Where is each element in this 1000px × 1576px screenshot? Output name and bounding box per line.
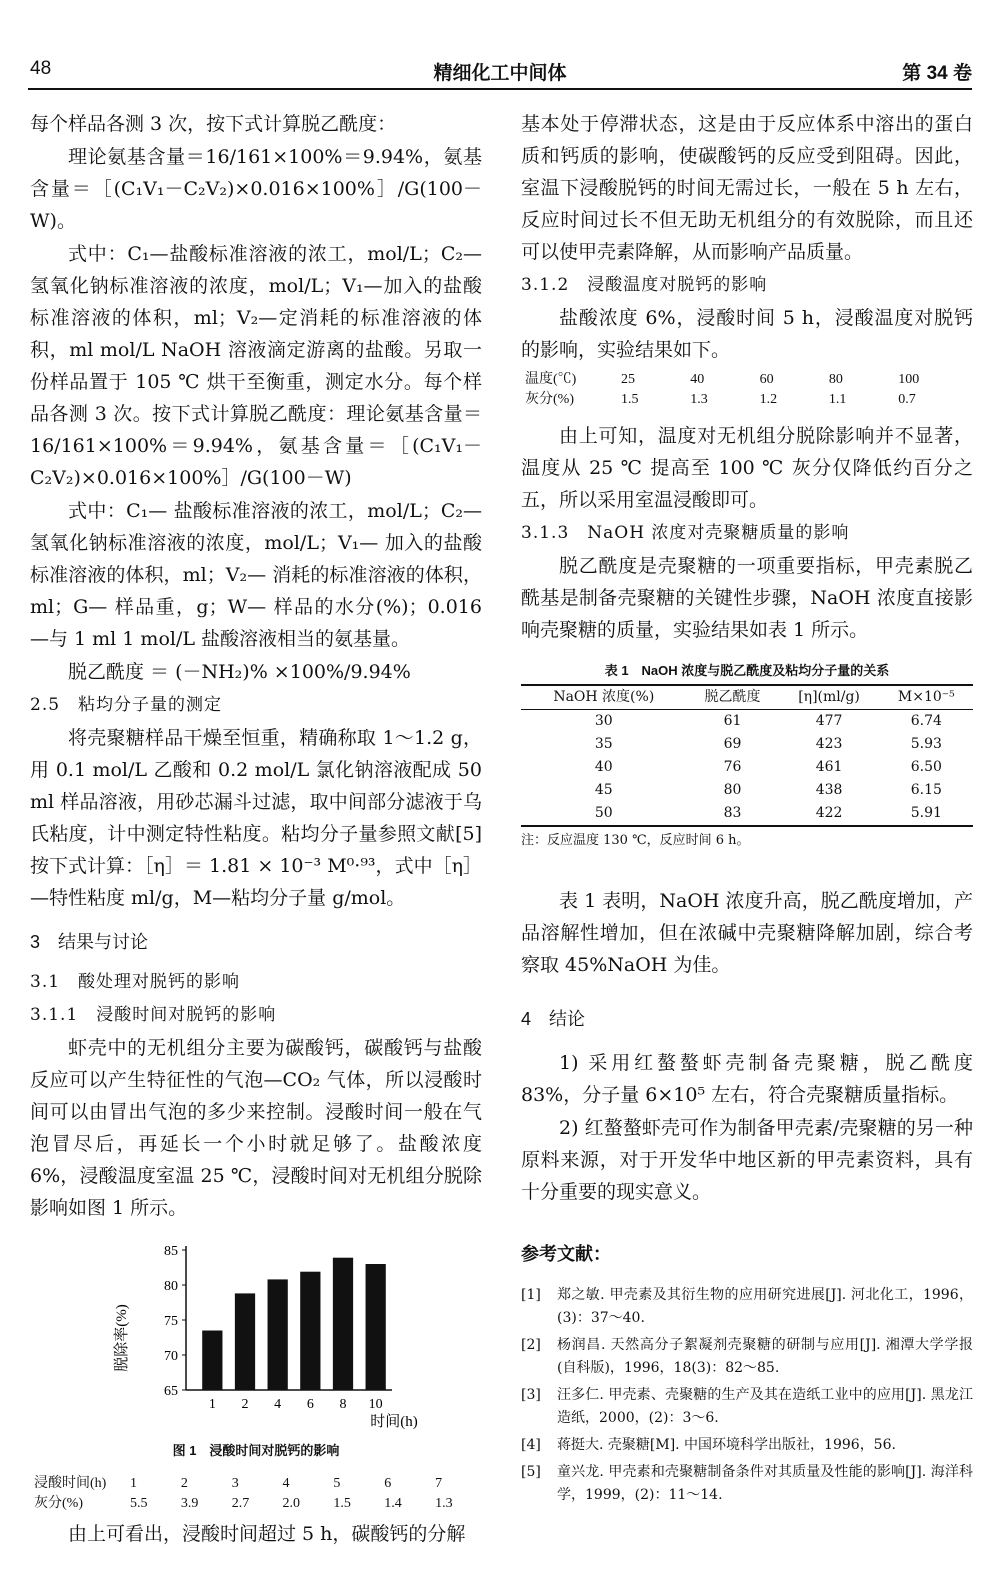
paragraph: 式中：C₁— 盐酸标准溶液的浓工，mol/L；C₂—氢氧化钠标准溶液的浓度，mol/L；V₁— 加入的盐酸标准溶液的体积，ml；V₂— 消耗的标准溶液的体积，ml；G— 样品重，g；W— 样品的水分(%)；0.016—与 1 ml 1 mol/L 盐酸溶液相当的氨基量。 xyxy=(30,500,482,650)
table-caption: 表 1 NaOH 浓度与脱乙酰度及粘均分子量的关系 xyxy=(604,663,890,678)
right-column xyxy=(521,108,973,1511)
section-heading-2-5: 2.5 粘均分子量的测定 xyxy=(30,695,223,715)
table-cell: 0.7 xyxy=(898,392,916,407)
table-cell: 40 xyxy=(594,759,613,775)
journal-title: 精细化工中间体 xyxy=(433,63,567,84)
table-cell: 5 xyxy=(333,1476,341,1491)
reference-item xyxy=(521,1334,973,1380)
reference-item xyxy=(521,1461,973,1507)
table-cell: 2 xyxy=(180,1476,188,1491)
table-cell: 461 xyxy=(815,759,843,775)
column-header: [η](ml/g) xyxy=(798,689,860,705)
table-cell: 3.9 xyxy=(180,1496,199,1511)
reference-number: [5] xyxy=(521,1464,541,1480)
table-cell: 5.93 xyxy=(910,736,942,752)
table-cell: 6.15 xyxy=(910,782,942,798)
table-cell: 100 xyxy=(898,372,920,387)
table-cell: 35 xyxy=(594,736,613,752)
reference-item xyxy=(521,1284,973,1330)
reference-item xyxy=(521,1384,973,1430)
y-tick-label: 70 xyxy=(164,1349,178,1364)
x-tick-label: 4 xyxy=(274,1397,282,1412)
x-tick-label: 6 xyxy=(306,1397,314,1412)
reference-number: [2] xyxy=(521,1337,541,1353)
paragraph: 将壳聚糖样品干燥至恒重，精确称取 1～1.2 g，用 0.1 mol/L 乙酸和 0.2 mol/L 氯化钠溶液配成 50 ml 样品溶液，用砂芯漏斗过滤，取中间部分滤液于乌氏粘度，计中测定特性粘度。粘均分子量参照文献[5]按下式计算：［η］＝ 1.81 × 10⁻³ M⁰·⁹³，式中［η］—特性粘度 ml/g，M—粘均分子量 g/mol。 xyxy=(30,727,482,909)
bar-chart-svg xyxy=(30,1230,482,1440)
table-cell: 40 xyxy=(690,372,705,387)
paragraph: 基本处于停滞状态，这是由于反应体系中溶出的蛋白质和钙质的影响，使碳酸钙的反应受到阻碍。因此，室温下浸酸脱钙的时间无需过长，一般在 5 h 左右，反应时间过长不但无助无机组分的有效脱除，而且还可以使甲壳素降解，从而影响产品质量。 xyxy=(521,113,973,263)
column-header: M×10⁻⁵ xyxy=(897,689,955,705)
table-cell: 423 xyxy=(815,736,843,752)
table-header-row xyxy=(521,685,973,710)
reference-item xyxy=(521,1434,973,1457)
y-tick-label: 65 xyxy=(164,1384,178,1399)
table-cell: 60 xyxy=(759,372,774,387)
table-cell: 1.5 xyxy=(621,392,639,407)
bar xyxy=(235,1293,255,1390)
references-heading: 参考文献： xyxy=(521,1244,611,1264)
page-number: 48 xyxy=(30,58,52,79)
table-cell: 1.5 xyxy=(333,1496,351,1511)
left-column xyxy=(30,108,482,1551)
table-cell: 5.91 xyxy=(910,805,942,821)
formula: 脱乙酰度 ＝ (－NH₂)% ×100%/9.94% xyxy=(68,661,411,683)
paragraph: 由上可知，温度对无机组分脱除影响并不显著，温度从 25 ℃ 提高至 100 ℃ 灰分仅降低约百分之五，所以采用室温浸酸即可。 xyxy=(521,425,973,511)
x-tick-label: 10 xyxy=(368,1397,383,1412)
reference-text: 蒋挺大. 壳聚糖[M]. 中国环境科学出版社，1996，56. xyxy=(557,1437,896,1453)
table-cell: 69 xyxy=(723,736,742,752)
table-row-head: 灰分(%) xyxy=(34,1496,83,1511)
section-heading-3-1: 3.1 酸处理对脱钙的影响 xyxy=(30,972,241,992)
reference-text: 杨润昌. 天然高分子絮凝剂壳聚糖的研制与应用[J]. 湘潭大学学报(自科版)，1996，18(3)：82～85. xyxy=(557,1337,973,1376)
table-cell: 61 xyxy=(723,713,742,729)
x-tick-label: 1 xyxy=(208,1397,216,1412)
table-cell: 2.7 xyxy=(231,1496,250,1511)
table-cell: 3 xyxy=(231,1476,239,1491)
table-row xyxy=(521,802,973,826)
column-header: 脱乙酰度 xyxy=(704,689,761,705)
table-row-head: 灰分(%) xyxy=(525,392,574,407)
conclusion-2: 2) 红螯螯虾壳可作为制备甲壳素/壳聚糖的另一种原料来源，对于开发华中地区新的甲壳素资料，具有十分重要的现实意义。 xyxy=(521,1117,973,1203)
table-cell: 7 xyxy=(435,1476,443,1491)
table-cell: 83 xyxy=(723,805,742,821)
bar xyxy=(202,1331,222,1391)
table-cell: 30 xyxy=(594,713,613,729)
column-header: NaOH 浓度(%) xyxy=(553,689,655,705)
table-cell: 2.0 xyxy=(282,1496,301,1511)
paragraph: 脱乙酰度是壳聚糖的一项重要指标，甲壳素脱乙酰基是制备壳聚糖的关键性步骤，NaOH 浓度直接影响壳聚糖的质量，实验结果如表 1 所示。 xyxy=(521,555,973,641)
table-note: 注：反应温度 130 ℃，反应时间 6 h。 xyxy=(521,833,750,848)
volume-label: 第 34 卷 xyxy=(902,63,972,84)
table-cell: 45 xyxy=(594,782,613,798)
section-heading-3: 3 结果与讨论 xyxy=(30,932,149,952)
paragraph: 虾壳中的无机组分主要为碳酸钙，碳酸钙与盐酸反应可以产生特征性的气泡—CO₂ 气体，所以浸酸时间可以由冒出气泡的多少来控制。浸酸时间一般在气泡冒尽后，再延长一个小时就足够了。盐酸浓度 6%，浸酸温度室温 25 ℃，浸酸时间对无机组分脱除影响如图 1 所示。 xyxy=(30,1037,482,1219)
table-cell: 477 xyxy=(815,713,843,729)
header-rule xyxy=(28,88,972,90)
table-cell: 4 xyxy=(282,1476,290,1491)
y-tick-label: 85 xyxy=(164,1244,178,1259)
table-cell: 438 xyxy=(815,782,843,798)
reference-number: [4] xyxy=(521,1437,541,1453)
x-tick-label: 8 xyxy=(339,1397,347,1412)
table-cell: 80 xyxy=(723,782,742,798)
table-cell: 1.3 xyxy=(435,1496,453,1511)
reference-list xyxy=(521,1284,973,1507)
table-cell: 50 xyxy=(594,805,613,821)
section-heading-3-1-2: 3.1.2 浸酸温度对脱钙的影响 xyxy=(521,275,768,295)
x-tick-label: 2 xyxy=(241,1397,249,1412)
paragraph: 盐酸浓度 6%，浸酸时间 5 h，浸酸温度对脱钙的影响，实验结果如下。 xyxy=(521,307,973,361)
table-cell: 80 xyxy=(828,372,843,387)
table-row xyxy=(521,756,973,779)
table-cell: 5.5 xyxy=(130,1496,148,1511)
figure-caption: 图 1 浸酸时间对脱钙的影响 xyxy=(172,1443,340,1458)
formula-paragraph: 理论氨基含量＝16/161×100%＝9.94%，氨基含量＝［(C₁V₁－C₂V₂)×0.016×100%］/G(100－W)。 xyxy=(30,146,482,232)
y-axis-label: 脱除率(%) xyxy=(114,1304,130,1372)
table-cell: 1.4 xyxy=(384,1496,402,1511)
paragraph: 表 1 表明，NaOH 浓度升高，脱乙酰度增加，产品溶解性增加，但在浓碱中壳聚糖降解加剧，综合考察取 45%NaOH 为佳。 xyxy=(521,890,973,976)
table-row xyxy=(521,733,973,756)
table-cell: 1 xyxy=(130,1476,137,1491)
bar xyxy=(333,1258,353,1390)
table-row xyxy=(521,710,973,734)
table-cell: 76 xyxy=(723,759,742,775)
reference-number: [1] xyxy=(521,1287,541,1303)
bar xyxy=(300,1272,320,1390)
table-cell: 6 xyxy=(384,1476,392,1491)
conclusion-1: 1) 采用红螯螯虾壳制备壳聚糖，脱乙酰度 83%，分子量 6×10⁵ 左右，符合壳聚糖质量指标。 xyxy=(521,1052,973,1106)
table-cell: 422 xyxy=(815,805,843,821)
figure-1-chart xyxy=(30,1230,482,1440)
reference-text: 童兴龙. 甲壳素和壳聚糖制备条件对其质量及性能的影响[J]. 海洋科学，1999，(2)：11～14. xyxy=(557,1464,973,1503)
bar xyxy=(268,1279,288,1390)
table-cell: 25 xyxy=(621,372,635,387)
y-tick-label: 80 xyxy=(164,1279,178,1294)
soak-time-ash-table xyxy=(30,1474,482,1514)
bar xyxy=(366,1264,386,1390)
table-cell: 1.1 xyxy=(828,392,847,407)
naoh-table xyxy=(521,684,973,827)
temperature-ash-table xyxy=(521,370,973,410)
section-heading-3-1-1: 3.1.1 浸酸时间对脱钙的影响 xyxy=(30,1005,277,1025)
y-tick-label: 75 xyxy=(164,1314,178,1329)
section-heading-3-1-3: 3.1.3 NaOH 浓度对壳聚糖质量的影响 xyxy=(521,523,850,543)
table-cell: 1.3 xyxy=(690,392,708,407)
table-row-head: 温度(℃) xyxy=(525,372,577,387)
section-heading-4: 4 结论 xyxy=(521,1009,586,1029)
paragraph: 每个样品各测 3 次，按下式计算脱乙酰度： xyxy=(30,113,397,135)
table-cell: 1.2 xyxy=(759,392,778,407)
table-cell: 6.50 xyxy=(910,759,942,775)
paragraph: 由上可看出，浸酸时间超过 5 h，碳酸钙的分解 xyxy=(68,1523,466,1545)
x-axis-label: 时间(h) xyxy=(370,1414,418,1430)
table-cell: 6.74 xyxy=(910,713,942,729)
table-row xyxy=(521,779,973,802)
table-row-head: 浸酸时间(h) xyxy=(34,1476,107,1491)
reference-text: 汪多仁. 甲壳素、壳聚糖的生产及其在造纸工业中的应用[J]. 黑龙江造纸，2000，(2)：3～6. xyxy=(557,1387,973,1426)
paragraph: 式中：C₁—盐酸标准溶液的浓工，mol/L；C₂—氢氧化钠标准溶液的浓度，mol/L；V₁—加入的盐酸标准溶液的体积，ml；V₂—定消耗的标准溶液的体积，ml mol/L NaOH 溶液滴定游离的盐酸。另取一份样品置于 105 ℃ 烘干至衡重，测定水分。每个样品各测 3 次。按下式计算脱乙酰度：理论氨基含量＝16/161×100%＝9.94%，氨基含量＝［(C₁V₁－C₂V₂)×0.016×100%］/G(100－W) xyxy=(30,243,482,489)
reference-text: 郑之敏. 甲壳素及其衍生物的应用研究进展[J]. 河北化工，1996，(3)：37～40. xyxy=(557,1287,973,1326)
reference-number: [3] xyxy=(521,1387,541,1403)
